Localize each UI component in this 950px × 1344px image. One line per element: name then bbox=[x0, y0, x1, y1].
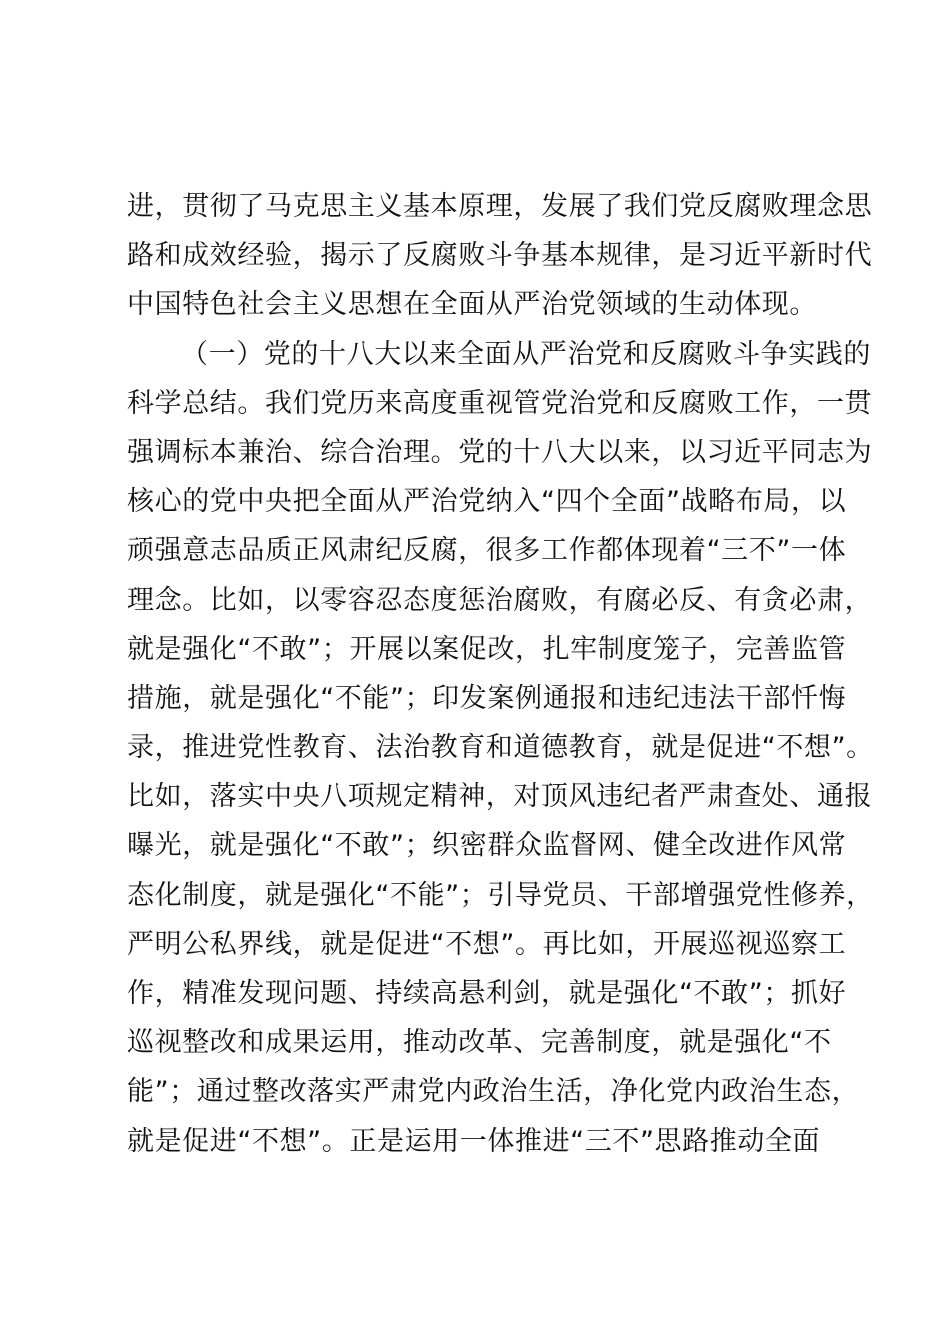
text-line: 措施，就是强化“不能”；印发案例通报和违纪违法干部忏悔 bbox=[127, 682, 847, 714]
body-text bbox=[127, 182, 874, 1166]
text-line: 科学总结。我们党历来高度重视管党治党和反腐败工作，一贯 bbox=[127, 387, 873, 419]
text-line: 比如，落实中央八项规定精神，对顶风违纪者严肃查处、通报 bbox=[127, 781, 873, 813]
text-line: 录，推进党性教育、法治教育和道德教育，就是促进“不想”。 bbox=[127, 732, 874, 764]
text-line: 作，精准发现问题、持续高悬利剑，就是强化“不敢”；抓好 bbox=[127, 978, 847, 1009]
text-line: 路和成效经验，揭示了反腐败斗争基本规律，是习近平新时代 bbox=[127, 240, 873, 272]
text-line: 巡视整改和成果运用，推动改革、完善制度，就是强化“不 bbox=[127, 1027, 832, 1059]
section-heading-line: （一）党的十八大以来全面从严治党和反腐败斗争实践的 bbox=[181, 338, 871, 370]
text-line: 态化制度，就是强化“不能”；引导党员、干部增强党性修养， bbox=[127, 879, 874, 911]
text-line: 严明公私界线，就是促进“不想”。再比如，开展巡视巡察工 bbox=[127, 928, 847, 960]
text-line: 顽强意志品质正风肃纪反腐，很多工作都体现着“三不”一体 bbox=[127, 535, 847, 567]
text-line: 核心的党中央把全面从严治党纳入“四个全面”战略布局，以 bbox=[127, 486, 847, 518]
text-line: 就是强化“不敢”；开展以案促改，扎牢制度笼子，完善监管 bbox=[127, 633, 847, 665]
text-line: 理念。比如，以零容忍态度惩治腐败，有腐必反、有贪必肃， bbox=[127, 584, 873, 616]
text-line: 进，贯彻了马克思主义基本原理，发展了我们党反腐败理念思 bbox=[127, 191, 873, 222]
text-line: 就是促进“不想”。正是运用一体推进“三不”思路推动全面 bbox=[127, 1125, 821, 1157]
text-line: 强调标本兼治、综合治理。党的十八大以来，以习近平同志为 bbox=[127, 436, 873, 468]
text-line: 中国特色社会主义思想在全面从严治党领域的生动体现。 bbox=[127, 289, 817, 321]
text-line: 能”；通过整改落实严肃党内政治生活，净化党内政治生态， bbox=[127, 1076, 860, 1108]
text-line: 曝光，就是强化“不敢”；织密群众监督网、健全改进作风常 bbox=[127, 830, 847, 862]
